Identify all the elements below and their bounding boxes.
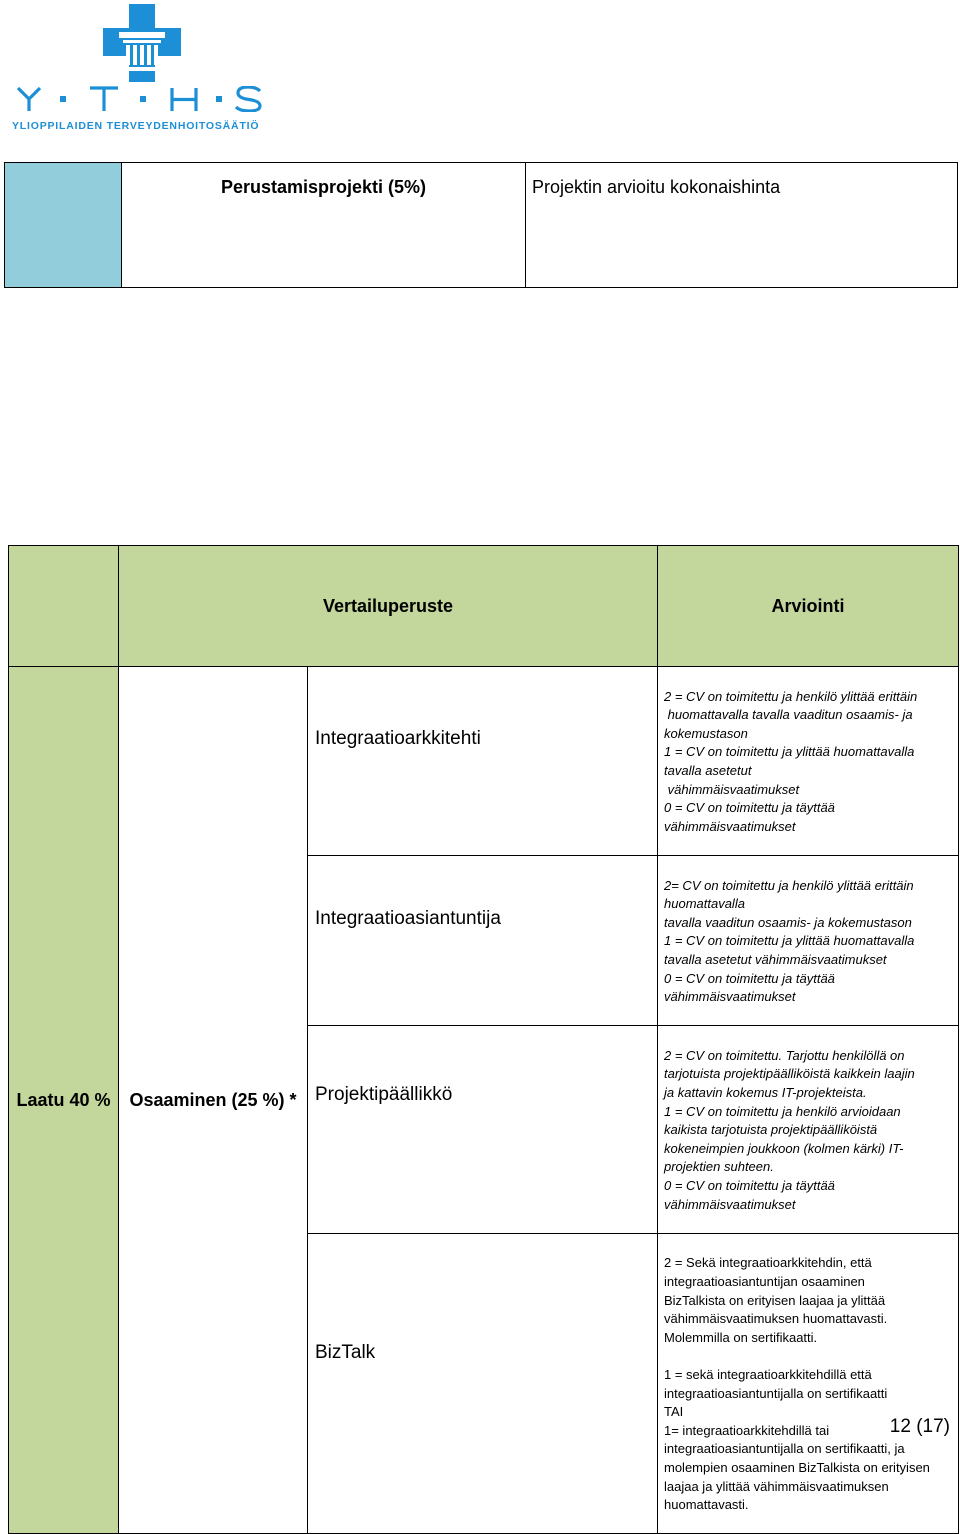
top-table-col1: [122, 163, 526, 288]
arviointi-line: 2= CV on toimitettu ja henkilö ylittää erittäin: [664, 877, 914, 893]
arviointi-line: 2 = Sekä integraatioarkkitehdin, että: [664, 1255, 872, 1271]
arviointi-line: huomattavalla tavalla vaaditun osaamis- ja: [664, 707, 913, 723]
yths-logo: [10, 4, 260, 134]
column-cross-icon: [103, 4, 181, 82]
arviointi-line: kaikista tarjotuista projektipäälliköistä: [664, 1122, 878, 1138]
arviointi-line: TAI: [664, 1404, 684, 1420]
arviointi-cell: [658, 1233, 959, 1534]
arviointi-line: tarjotuista projektipäälliköistä kaikkein laajin: [664, 1066, 915, 1082]
arviointi-line: 0 = CV on toimitettu ja täyttää: [664, 1178, 835, 1194]
arviointi-line: huomattavasti.: [664, 1497, 749, 1513]
evaluation-table: [8, 545, 959, 1534]
laatu-cell: Laatu 40 %: [9, 667, 119, 1534]
arviointi-line: 2 = CV on toimitettu ja henkilö ylittää erittäin: [664, 688, 918, 704]
arviointi-line: integraatioasiantuntijalla on sertifikaatti, ja: [664, 1441, 905, 1457]
arviointi-text: [664, 688, 952, 837]
arviointi-line: 0 = CV on toimitettu ja täyttää: [664, 800, 835, 816]
arviointi-line: 1 = CV on toimitettu ja henkilö arvioidaan: [664, 1103, 901, 1119]
kokonaishinta-title: Projektin arvioitu kokonaishinta: [532, 177, 781, 197]
arviointi-line: [664, 1347, 952, 1366]
header-blank-cell: [9, 546, 119, 667]
top-table-col2: [526, 163, 958, 288]
arviointi-cell: [658, 1026, 959, 1234]
project-cost-table: [4, 162, 958, 288]
arviointi-line: tavalla vaaditun osaamis- ja kokemustason: [664, 914, 912, 930]
arviointi-line: ja kattavin kokemus IT-projekteista.: [664, 1085, 867, 1101]
perustamisprojekti-title: Perustamisprojekti (5%): [220, 177, 427, 197]
arviointi-text: [664, 1047, 952, 1214]
arviointi-text: [664, 877, 952, 1007]
arviointi-line: integraatioasiantuntijan osaaminen: [664, 1274, 865, 1289]
arviointi-cell: [658, 667, 959, 856]
arviointi-line: Molemmilla on sertifikaatti.: [664, 1329, 818, 1345]
osaaminen-cell: Osaaminen (25 %) *: [119, 667, 308, 1534]
page-number: 12 (17): [889, 1416, 950, 1437]
arviointi-line: vähimmäisvaatimukset: [664, 1196, 796, 1212]
arviointi-line: BizTalkista on erityisen laajaa ja ylittää: [664, 1292, 886, 1308]
criterion-cell: [308, 855, 658, 1025]
arviointi-line: 2 = CV on toimitettu. Tarjottu henkilöllä on: [664, 1047, 905, 1063]
criterion-integraatioasiantuntija: Integraatioasiantuntija: [315, 907, 501, 929]
arviointi-line: 1 = sekä integraatioarkkitehdillä että: [664, 1366, 872, 1382]
arviointi-line: kokeneimpien joukkoon (kolmen kärki) IT-: [664, 1140, 904, 1156]
arviointi-line: laajaa ja ylittää vähimmäisvaatimuksen: [664, 1478, 889, 1494]
yths-wordmark: [14, 86, 264, 112]
arviointi-line: 1= integraatioarkkitehdillä tai: [664, 1422, 830, 1438]
criterion-projektipaallikko: Projektipäällikkö: [315, 1084, 453, 1106]
arviointi-line: vähimmäisvaatimukset: [664, 781, 800, 797]
arviointi-text: [664, 1254, 952, 1514]
criterion-biztalk: BizTalk: [315, 1341, 376, 1363]
arviointi-line: vähimmäisvaatimukset: [664, 818, 796, 834]
criterion-cell: [308, 667, 658, 856]
arviointi-line: vähimmäisvaatimuksen huomattavasti.: [664, 1311, 888, 1327]
criterion-cell: [308, 1026, 658, 1234]
header-vertailuperuste: Vertailuperuste: [119, 546, 658, 667]
top-table-accent-cell: [5, 163, 122, 288]
arviointi-line: tavalla asetetut vähimmäisvaatimukset: [664, 951, 887, 967]
arviointi-line: huomattavalla: [664, 896, 745, 912]
criterion-cell: [308, 1233, 658, 1534]
arviointi-line: 1 = CV on toimitettu ja ylittää huomattavalla: [664, 744, 915, 760]
arviointi-line: molempien osaaminen BizTalkista on erityisen: [664, 1459, 930, 1475]
arviointi-line: kokemustason: [664, 725, 748, 741]
arviointi-line: 1 = CV on toimitettu ja ylittää huomattavalla: [664, 933, 915, 949]
arviointi-line: projektien suhteen.: [664, 1159, 774, 1175]
arviointi-line: vähimmäisvaatimukset: [664, 989, 796, 1005]
criterion-integraatioarkkitehti: Integraatioarkkitehti: [315, 728, 481, 749]
logo-subtitle: YLIOPPILAIDEN TERVEYDENHOITOSÄÄTIÖ: [12, 120, 260, 132]
arviointi-line: 0 = CV on toimitettu ja täyttää: [664, 970, 835, 986]
arviointi-line: tavalla asetetut: [664, 762, 752, 778]
header-arviointi: Arviointi: [658, 546, 959, 667]
arviointi-cell: [658, 855, 959, 1025]
arviointi-line: integraatioasiantuntijalla on sertifikaatti: [664, 1385, 888, 1401]
